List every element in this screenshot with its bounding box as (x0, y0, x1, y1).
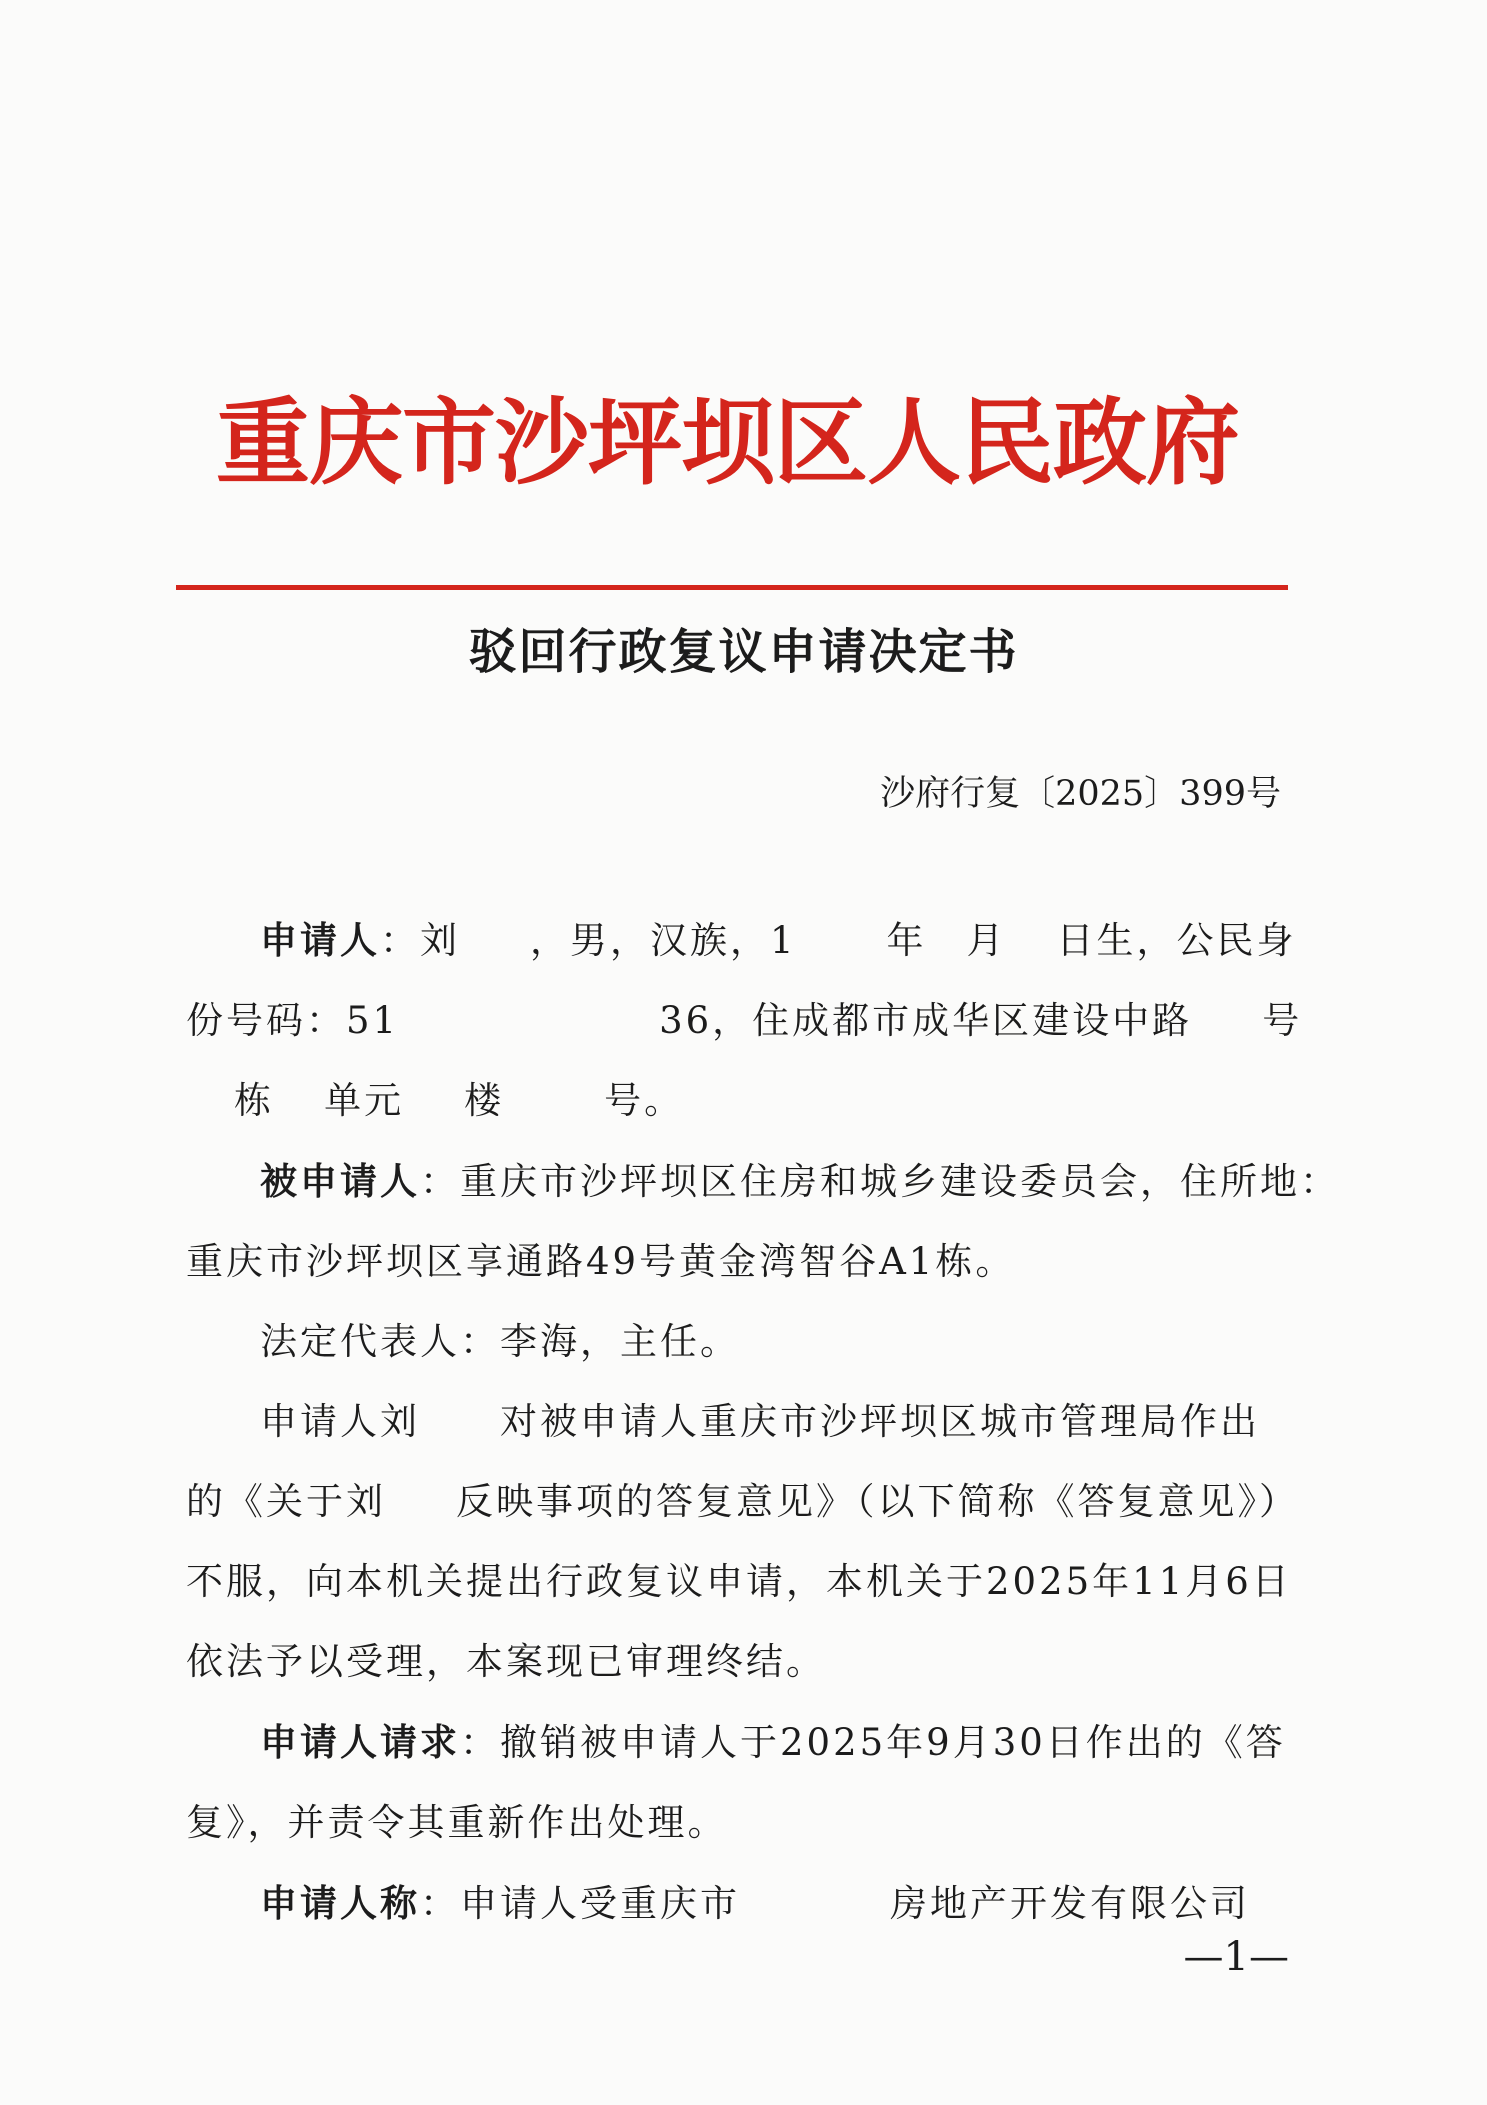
id-number-prefix: 份号码：51 (186, 999, 400, 1042)
request-label: 申请人请求 (260, 1720, 460, 1764)
applicant-paragraph (186, 900, 1303, 1141)
birth-day-label: 日生，公民身 (1056, 919, 1297, 962)
request-text: ：撤销被申请人于2025年9月30日作出的《答 (460, 1721, 1286, 1764)
respondent-line-2: 重庆市沙坪坝区享通路49号黄金湾智谷A1栋。 (186, 1240, 1016, 1283)
room-label: 号。 (604, 1079, 685, 1122)
request-line-1 (112, 1702, 1286, 1783)
birth-year-label: 年 (886, 919, 927, 962)
document-title: 驳回行政复议申请决定书 (468, 624, 1019, 680)
narrative-line-1 (112, 1382, 1286, 1462)
claim-text-b: 房地产开发有限公司 (890, 1882, 1250, 1925)
page-number: —1— (1183, 1934, 1289, 1980)
narrative-paragraph (186, 1382, 1299, 1702)
claim-line-1 (112, 1863, 1286, 1944)
red-divider-line (176, 585, 1288, 590)
applicant-line-1 (186, 900, 1297, 981)
narrative-line-2 (112, 1462, 1299, 1542)
building-label: 栋 (234, 1079, 275, 1122)
applicant-name: ：刘 (380, 919, 460, 962)
respondent-line-1 (112, 1141, 1340, 1222)
applicant-line-3 (112, 1061, 1286, 1141)
narrative-applicant: 申请人刘 (260, 1400, 420, 1443)
applicant-gender-ethnicity: ，男，汉族，1 (530, 919, 797, 962)
respondent-label: 被申请人 (260, 1159, 420, 1203)
applicant-line-2 (38, 981, 1303, 1061)
respondent-paragraph (186, 1141, 1340, 1302)
narrative-line-4: 依法予以受理，本案现已审理终结。 (186, 1640, 826, 1683)
narrative-subject: 的《关于刘 (186, 1480, 386, 1523)
request-paragraph (186, 1702, 1286, 1863)
legal-rep-line: 法定代表人：李海，主任。 (260, 1320, 740, 1363)
document-body (186, 900, 1340, 1944)
unit-label: 单元 (324, 1079, 405, 1122)
claim-paragraph (186, 1863, 1286, 1944)
birth-month-label: 月 (966, 919, 1007, 962)
address-text: 36，住成都市成华区建设中路 (659, 999, 1193, 1042)
request-line-2: 复》，并责令其重新作出处理。 (186, 1801, 728, 1844)
applicant-label: 申请人 (260, 918, 380, 962)
issuer-header: 重庆市沙坪坝区人民政府 (215, 388, 1239, 498)
respondent-name-text: ：重庆市沙坪坝区住房和城乡建设委员会，住所地： (420, 1160, 1340, 1203)
narrative-document: 反映事项的答复意见》（以下简称《答复意见》） (456, 1480, 1299, 1523)
claim-label: 申请人称 (260, 1881, 420, 1925)
claim-text-a: ：申请人受重庆市 (420, 1882, 740, 1925)
floor-label: 楼 (464, 1079, 505, 1122)
legal-rep-paragraph (186, 1302, 1286, 1382)
document-number: 沙府行复〔2025〕399号 (880, 774, 1281, 814)
narrative-respondent: 对被申请人重庆市沙坪坝区城市管理局作出 (500, 1400, 1260, 1443)
narrative-line-3: 不服，向本机关提出行政复议申请，本机关于2025年11月6日 (186, 1560, 1292, 1603)
address-number: 号 (1262, 999, 1303, 1042)
